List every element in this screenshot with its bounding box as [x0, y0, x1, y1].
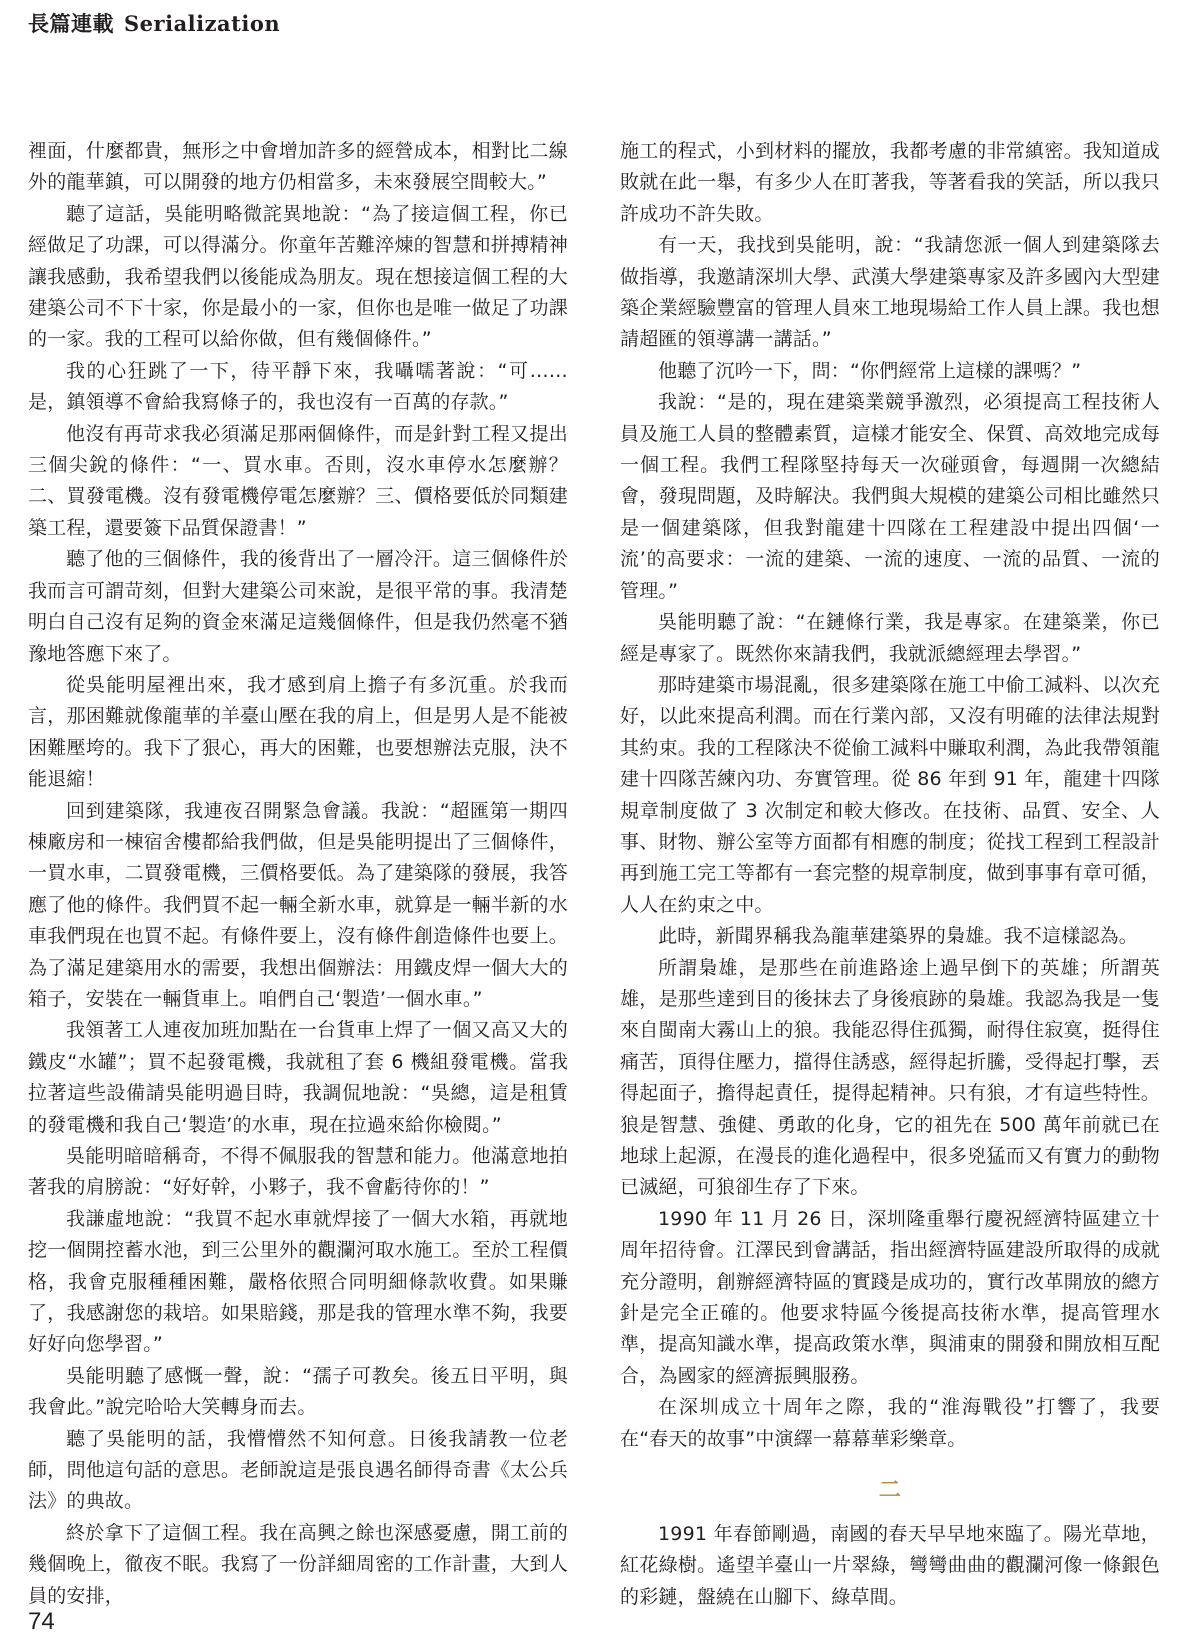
- paragraph: 1990 年 11 月 26 日，深圳隆重舉行慶祝經濟特區建立十周年招待會。江澤民到會講話，指出經濟特區建設所取得的成就充分證明，創辦經濟特區的實踐是成功的，實行改革開放的總方針是完全正確的。他要求特區今後提高技術水準，提高管理水準，提高知識水準，提高政策水準，與浦東的開發和開放相互配合，為國家的經濟振興服務。: [620, 1207, 1160, 1387]
- paragraph: 吳能明聽了感慨一聲，說：“孺子可教矣。後五日平明，與我會此。”說完哈哈大笑轉身而去。: [28, 1364, 568, 1419]
- paragraph: 他聽了沉吟一下，問：“你們經常上這樣的課嗎？”: [658, 359, 1082, 382]
- right-column: [620, 136, 1160, 1613]
- paragraph: 所謂梟雄，是那些在前進路途上過早倒下的英雄；所謂英雄，是那些達到目的後抹去了身後痕跡的梟雄。我認為我是一隻來自閩南大霧山上的狼。我能忍得住孤獨，耐得住寂寞，挺得住痛苦，頂得住壓力，擋得住誘惑，經得起折騰，受得起打擊，丟得起面子，擔得起責任，提得起精神。只有狼，才有這些特性。狼是智慧、強健、勇敢的化身，它的祖先在 500 萬年前就已在地球上起源，在漫長的進化過程中，很多兇猛而又有實力的動物已滅絕，可狼卻生存了下來。: [620, 956, 1160, 1199]
- paragraph: 施工的程式，小到材料的擺放，我都考慮的非常縝密。我知道成敗就在此一舉，有多少人在盯著我，等著看我的笑話，所以我只許成功不許失敗。: [620, 140, 1160, 225]
- paragraph: 終於拿下了這個工程。我在高興之餘也深感憂慮，開工前的幾個晚上，徹夜不眠。我寫了一份詳細周密的工作計畫，大到人員的安排，: [28, 1521, 568, 1607]
- paragraph: 吳能明暗暗稱奇，不得不佩服我的智慧和能力。他滿意地拍著我的肩膀說：“好好幹，小夥子，我不會虧待你的！”: [28, 1145, 568, 1199]
- section-number: 二: [878, 1478, 902, 1504]
- left-column: [28, 136, 568, 1612]
- paragraph: 從吳能明屋裡出來，我才感到肩上擔子有多沉重。於我而言，那困難就像龍華的羊臺山壓在我的肩上，但是男人是不能被困難壓垮的。我下了狠心，再大的困難，也要想辦法克服，決不能退縮！: [28, 673, 568, 791]
- paragraph: 吳能明聽了說：“在鏈條行業，我是專家。在建築業，你已經是專家了。既然你來請我們，我就派總經理去學習。”: [620, 611, 1160, 665]
- running-head: [28, 8, 280, 38]
- paragraph: 那時建築市場混亂，很多建築隊在施工中偷工減料、以次充好，以此來提高利潤。而在行業內部，又沒有明確的法律法規對其約束。我的工程隊決不從偷工減料中賺取利潤，為此我帶領龍建十四隊苦練內功、夯實管理。從 86 年到 91 年，龍建十四隊規章制度做了 3 次制定和較大修改。在技術、品質、安全、人事、財物、辦公室等方面都有相應的制度；從找工程到工程設計再到施工完工等都有一套完整的規章制度，做到事事有章可循，人人在約束之中。: [620, 673, 1160, 916]
- section-title-chinese: 長篇連載: [28, 11, 114, 36]
- paragraph: 聽了吳能明的話，我懵懵然不知何意。日後我請教一位老師，問他這句話的意思。老師說這是張良遇名師得奇書《太公兵法》的典故。: [28, 1427, 568, 1513]
- paragraph: 我謙虛地說：“我買不起水車就焊接了一個大水箱，再就地挖一個開控蓄水池，到三公里外的觀瀾河取水施工。至於工程價格，我會克服種種困難，嚴格依照合同明細條款收費。如果賺了，我感謝您的栽培。如果賠錢，那是我的管理水準不夠，我要好好向您學習。”: [28, 1207, 568, 1356]
- paragraph: 聽了這話，吳能明略微詫異地說：“為了接這個工程，你已經做足了功課，可以得滿分。你童年苦難淬煉的智慧和拼搏精神讓我感動，我希望我們以後能成為朋友。現在想接這個工程的大建築公司不下十家，你是最小的一家，但你也是唯一做足了功課的一家。我的工程可以給你做，但有幾個條件。”: [28, 202, 568, 351]
- paragraph: 有一天，我找到吳能明，說：“我請您派一個人到建築隊去做指導，我邀請深圳大學、武漢大學建築專家及許多國內大型建築企業經驗豐富的管理人員來工地現場給工作人員上課。我也想請超匯的領導講一講話。”: [620, 234, 1160, 351]
- paragraph: 回到建築隊，我連夜召開緊急會議。我說：“超匯第一期四棟廠房和一棟宿舍樓都給我們做，但是吳能明提出了三個條件，一買水車，二買發電機，三價格要低。為了建築隊的發展，我答應了他的條件。我們買不起一輛全新水車，就算是一輛半新的水車我們現在也買不起。有條件要上，沒有條件創造條件也要上。為了滿足建築用水的需要，我想出個辦法：用鐵皮焊一個大大的箱子，安裝在一輛貨車上。咱們自己‘製造’一個水車。”: [28, 799, 568, 1010]
- paragraph: 在深圳成立十周年之際，我的“淮海戰役”打響了，我要在“春天的故事”中演繹一幕幕華彩樂章。: [620, 1396, 1160, 1450]
- paragraph: 1991 年春節剛過，南國的春天早早地來臨了。陽光草地，紅花綠樹。遙望羊臺山一片翠綠，彎彎曲曲的觀瀾河像一條銀色的彩鏈，盤繞在山腳下、綠草間。: [620, 1523, 1160, 1608]
- paragraph: 聽了他的三個條件，我的後背出了一層冷汗。這三個條件於我而言可謂苛刻，但對大建築公司來說，是很平常的事。我清楚明白自己沒有足夠的資金來滿足這幾個條件，但是我仍然毫不猶豫地答應下來了。: [28, 548, 568, 665]
- paragraph: 我領著工人連夜加班加點在一台貨車上焊了一個又高又大的鐵皮“水罐”；買不起發電機，我就租了套 6 機組發電機。當我拉著這些設備請吳能明過目時，我調侃地說：“吳總，這是租賃的發電機和我自己‘製造’的水車，現在拉過來給你檢閱。”: [28, 1019, 568, 1136]
- section-title-english: Serialization: [124, 11, 281, 36]
- paragraph: 我說：“是的，現在建築業競爭激烈，必須提高工程技術人員及施工人員的整體素質，這樣才能安全、保質、高效地完成每一個工程。我們工程隊堅持每天一次碰頭會，每週開一次總結會，發現問題，及時解決。我們與大規模的建築公司相比雖然只是一個建築隊，但我對龍建十四隊在工程建設中提出四個‘一流’的高要求：一流的建築、一流的速度、一流的品質、一流的管理。”: [620, 391, 1160, 602]
- page-number: 74: [28, 1608, 55, 1635]
- paragraph: 我的心狂跳了一下，待平靜下來，我囁嚅著說：“可……是，鎮領導不會給我寫條子的，我也沒有一百萬的存款。”: [28, 359, 568, 414]
- paragraph: 此時，新聞界稱我為龍華建築界的梟雄。我不這樣認為。: [658, 925, 1139, 948]
- paragraph: 他沒有再苛求我必須滿足那兩個條件，而是針對工程又提出三個尖銳的條件：“一、買水車。否則，沒水車停水怎麼辦？二、買發電機。沒有發電機停電怎麼辦？三、價格要低於同類建築工程，還要簽下品質保證書！”: [28, 422, 568, 539]
- paragraph: 裡面，什麼都貴，無形之中會增加許多的經營成本，相對比二線外的龍華鎮，可以開發的地方仍相當多，未來發展空間較大。”: [28, 140, 568, 194]
